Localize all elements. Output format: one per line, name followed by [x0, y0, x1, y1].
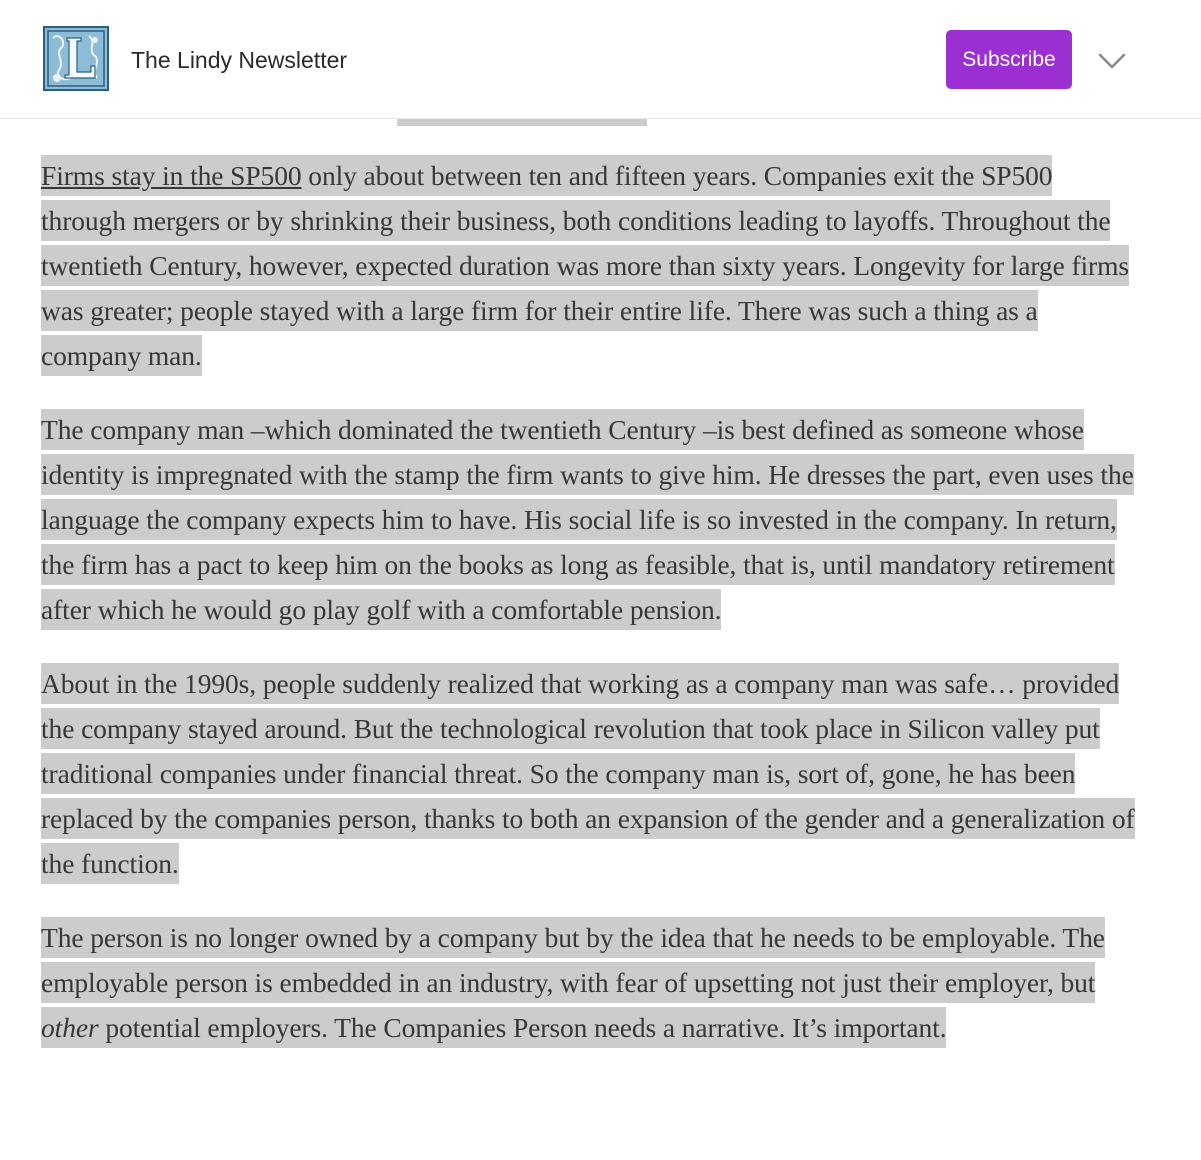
sp500-link[interactable]: Firms stay in the SP500	[41, 160, 302, 191]
chevron-down-icon	[1094, 45, 1130, 75]
selection-remnant	[397, 119, 647, 126]
article-body	[41, 153, 1141, 1079]
subscribe-button[interactable]: Subscribe	[946, 30, 1072, 89]
paragraph-employable-person	[41, 915, 1141, 1050]
site-header	[0, 0, 1201, 119]
paragraph-1990s	[41, 661, 1141, 886]
publication-name[interactable]: The Lindy Newsletter	[131, 47, 348, 73]
publication-logo[interactable]	[43, 26, 109, 91]
paragraph-text: potential employers. The Companies Person needs a narrative. It’s important.	[98, 1012, 947, 1043]
paragraph-text: About in the 1990s, people suddenly realized that working as a company man was safe… provided the company stayed around. But the technological revolution that took place in Silicon valley put traditional companies under financial threat. So the company man is, sort of, gone, he has been replaced by the companies person, thanks to both an expansion of the gender and a generalization of the function.	[41, 663, 1135, 884]
paragraph-firms-longevity	[41, 153, 1141, 378]
paragraph-text: only about between ten and fifteen years. Companies exit the SP500 through mergers or by shrinking their business, both conditions leading to layoffs. Throughout the twentieth Century, however, expected duration was more than sixty years. Longevity for large firms was greater; people stayed with a large firm for their entire life. There was such a thing as a company man.	[41, 160, 1130, 371]
emphasis-text: other	[41, 1012, 99, 1043]
menu-toggle[interactable]	[1094, 45, 1130, 75]
illuminated-letter-l-icon	[45, 28, 107, 89]
paragraph-company-man	[41, 407, 1141, 632]
paragraph-text: The person is no longer owned by a company but by the idea that he needs to be employable. The employable person is embedded in an industry, with fear of upsetting not just their employer, but	[41, 922, 1105, 998]
paragraph-text: The company man –which dominated the twentieth Century –is best defined as someone whose identity is impregnated with the stamp the firm wants to give him. He dresses the part, even uses the language the company expects him to have. His social life is so invested in the company. In return, the firm has a pact to keep him on the books as long as feasible, that is, until mandatory retirement after which he would go play golf with a comfortable pension.	[41, 409, 1134, 630]
